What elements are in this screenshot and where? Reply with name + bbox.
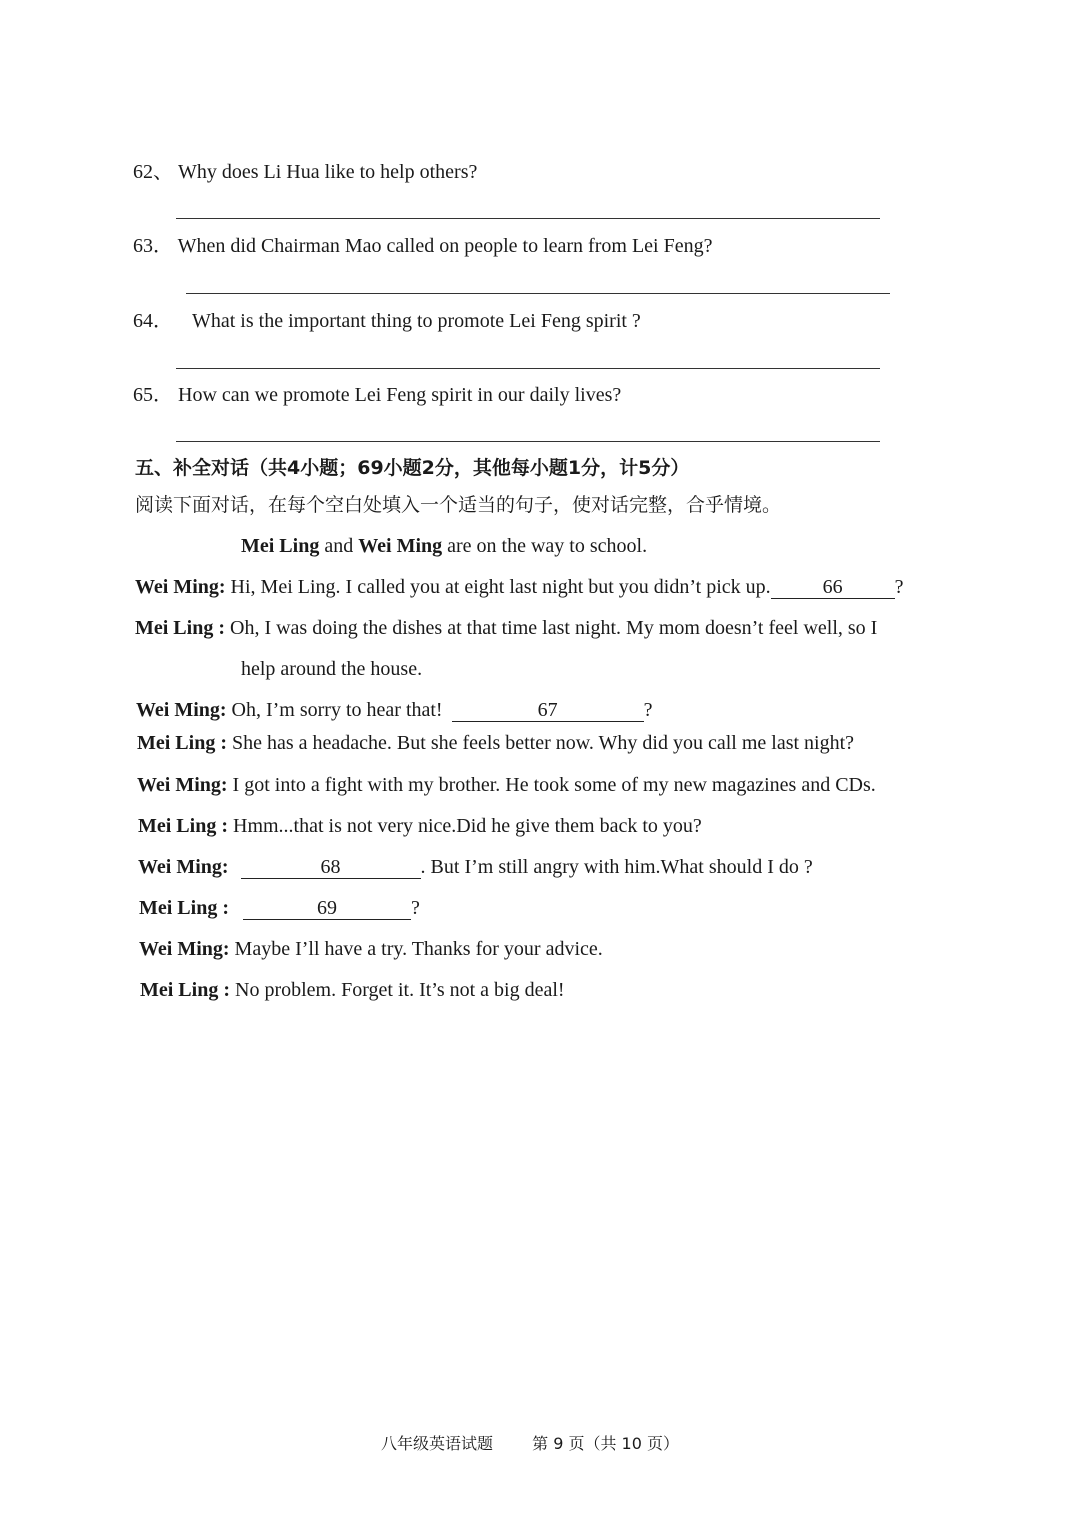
page-footer [381, 1432, 679, 1456]
line-text: I got into a fight with my brother. He took some of my new magazines and CDs. [227, 774, 876, 796]
question-number: 63． [133, 235, 173, 257]
speaker: Mei Ling : [138, 815, 228, 837]
blank-66[interactable] [771, 576, 895, 599]
line-text: Hi, Mei Ling. I called you at eight last night but you didn’t pick up. [225, 576, 771, 598]
section-instruction: 阅读下面对话，在每个空白处填入一个适当的句子，使对话完整，合乎情境。 [135, 494, 782, 516]
question-number: 65． [133, 384, 173, 406]
dialogue-line [135, 575, 904, 599]
dialogue-line [136, 698, 652, 722]
question-number: 64． [133, 310, 173, 332]
line-end: ? [643, 699, 653, 721]
answer-line-64 [176, 368, 880, 369]
question-63 [133, 234, 712, 258]
line-text: She has a headache. But she feels better now. Why did you call me last night? [227, 732, 855, 754]
speaker: Mei Ling : [139, 897, 229, 919]
blank-67[interactable] [452, 699, 644, 722]
blank-number: 69 [317, 897, 337, 919]
dialogue-line [137, 731, 854, 755]
answer-line-63 [186, 293, 890, 294]
dialogue-continuation: help around the house. [241, 658, 423, 680]
question-text: Why does Li Hua like to help others? [178, 161, 478, 183]
blank-68[interactable] [241, 856, 421, 879]
speaker: Wei Ming: [137, 774, 228, 796]
speaker: Mei Ling : [137, 732, 227, 754]
blank-number: 67 [537, 699, 558, 721]
line-text: Maybe I’ll have a try. Thanks for your advice. [229, 938, 603, 960]
line-end: ? [411, 897, 420, 919]
footer-page-info: 第 9 页（共 10 页） [532, 1434, 679, 1453]
question-text: What is the important thing to promote Lei Feng spirit ? [192, 310, 641, 332]
answer-line-62 [176, 218, 880, 219]
question-65 [133, 383, 621, 407]
dialogue-line [139, 937, 603, 961]
question-64 [133, 309, 641, 333]
footer-subject: 八年级英语试题 [381, 1434, 494, 1453]
dialogue-line [138, 855, 813, 879]
speaker: Mei Ling : [135, 617, 225, 639]
blank-69[interactable] [243, 897, 411, 920]
line-end: ? [894, 576, 904, 598]
dialogue-line [135, 616, 877, 640]
dialogue-line [137, 773, 876, 797]
line-text: Oh, I was doing the dishes at that time last night. My mom doesn’t feel well, so I [225, 617, 878, 639]
intro-rest: are on the way to school. [442, 535, 648, 557]
line-text: Hmm...that is not very nice.Did he give them back to you? [228, 815, 702, 837]
line-end: . But I’m still angry with him.What should I do ? [420, 856, 813, 878]
speaker: Mei Ling : [140, 979, 230, 1001]
dialogue-intro [241, 534, 647, 558]
question-text: How can we promote Lei Feng spirit in our daily lives? [178, 384, 622, 406]
intro-name-1: Mei Ling [241, 535, 320, 557]
question-62 [133, 160, 477, 184]
speaker: Wei Ming: [135, 576, 226, 598]
dialogue-line [140, 978, 565, 1002]
question-text: When did Chairman Mao called on people to learn from Lei Feng? [177, 235, 713, 257]
speaker: Wei Ming: [138, 856, 229, 878]
dialogue-line [139, 896, 420, 920]
dialogue-line [138, 814, 702, 838]
intro-and: and [319, 535, 359, 557]
blank-number: 66 [822, 576, 843, 598]
line-text: No problem. Forget it. It’s not a big deal! [230, 979, 565, 1001]
answer-line-65 [176, 441, 880, 442]
section-heading: 五、补全对话（共4小题；69小题2分，其他每小题1分，计5分） [135, 457, 690, 479]
line-text: Oh, I’m sorry to hear that! [226, 699, 448, 721]
speaker: Wei Ming: [139, 938, 230, 960]
blank-number: 68 [320, 856, 341, 878]
speaker: Wei Ming: [136, 699, 227, 721]
intro-name-2: Wei Ming [358, 535, 443, 557]
question-number: 62、 [133, 161, 173, 183]
